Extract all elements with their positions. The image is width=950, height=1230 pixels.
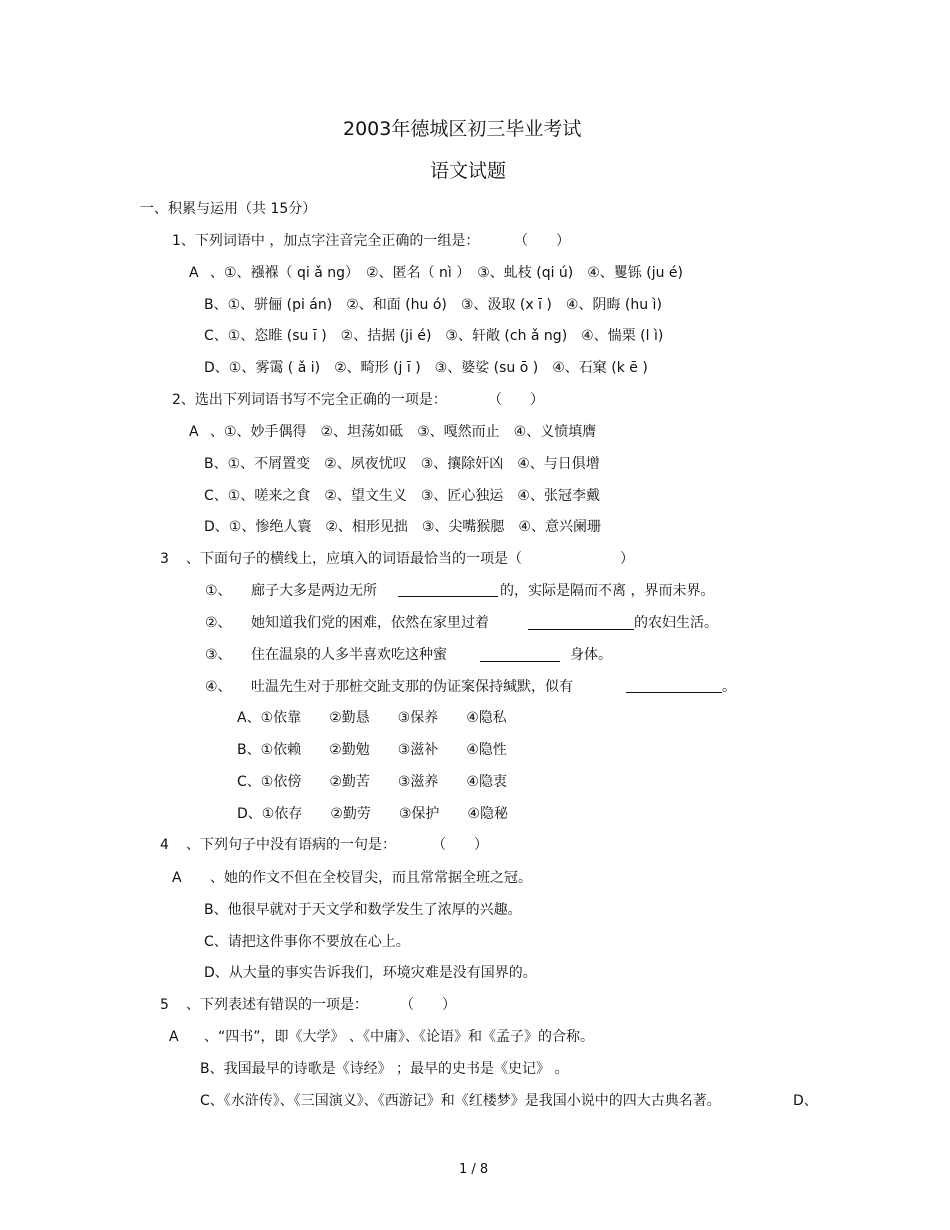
q4-option-c: C、请把这件事你不要放在心上。	[204, 934, 410, 950]
q3-option-d: D、①依存 ②勤劳 ③保护 ④隐秘	[237, 806, 508, 822]
q3-sentence-3-blank	[480, 661, 560, 662]
q3-sentence-2-number: ②、	[205, 615, 232, 631]
q3-sentence-4-part-b: 。	[722, 679, 736, 695]
question-3-stem: 、下面句子的横线上，应填入的词语最恰当的一项是（	[186, 551, 522, 567]
doc-title: 2003年德城区初三毕业考试	[343, 118, 582, 140]
q5-option-d: D、	[793, 1093, 818, 1109]
q3-sentence-2-blank	[528, 629, 634, 630]
question-5-answer-paren: （ ）	[400, 997, 456, 1013]
question-2-stem: 2、选出下列词语书写不完全正确的一项是：	[172, 392, 447, 408]
q5-option-c: C、《水浒传》、《三国演义》、《西游记》和《红楼梦》是我国小说中的四大古典名著。	[200, 1093, 721, 1109]
q5-option-a: 、“四书”，即《大学》 、《中庸》、《论语》和《孟子》的合称。	[204, 1029, 594, 1045]
question-4-stem: 、下列句子中没有语病的一句是：	[186, 837, 396, 853]
question-1-answer-paren: （ ）	[514, 233, 570, 249]
q1-option-c: C、①、恣睢 (su ī ) ②、拮据 (ji é) ③、轩敞 (ch ǎ ng) ④、惴栗 (l ì)	[204, 328, 664, 344]
q4-option-a-letter: A	[172, 870, 182, 886]
q3-sentence-2-part-a: 她知道我们党的困难，依然在家里过着	[251, 615, 489, 631]
doc-subtitle: 语文试题	[430, 160, 507, 182]
question-3-paren-close: ）	[620, 551, 634, 567]
q5-option-a-letter: A	[169, 1029, 179, 1045]
q4-option-b: B、他很早就对于天文学和数学发生了浓厚的兴趣。	[204, 902, 522, 918]
q3-sentence-4-number: ④、	[205, 679, 232, 695]
question-5-stem: 、下列表述有错误的一项是：	[186, 997, 368, 1013]
q3-option-b: B、①依赖 ②勤勉 ③滋补 ④隐性	[237, 742, 507, 758]
q2-option-a-letter: A	[189, 424, 199, 440]
q3-sentence-4-blank	[626, 692, 722, 693]
q2-option-c: C、①、嗟来之食 ②、望文生义 ③、匠心独运 ④、张冠李戴	[204, 488, 600, 504]
q3-option-a: A、①依靠 ②勤恳 ③保养 ④隐私	[237, 710, 507, 726]
q3-sentence-3-number: ③、	[205, 647, 232, 663]
page-number: 1 / 8	[459, 1162, 489, 1177]
question-5-number: 5	[160, 997, 169, 1013]
q1-option-b: B、①、骈俪 (pi án) ②、和面 (hu ó) ③、汲取 (x ī ) ④、阴晦 (hu ì)	[204, 297, 662, 313]
question-4-answer-paren: （ ）	[432, 837, 488, 853]
q1-option-d: D、①、雾霭 ( ǎ i) ②、畸形 (j ī ) ③、婆娑 (su ō ) ④、石窠 (k ē )	[204, 360, 648, 376]
q1-option-a: 、①、襁褓（ qi ǎ ng） ②、匿名（ nì ） ③、虬枝 (qi ú) ④、矍铄 (ju é)	[210, 265, 684, 281]
q3-sentence-1-part-a: 廊子大多是两边无所	[251, 583, 377, 599]
q3-sentence-1-part-b: 的，实际是隔而不离 ，界而未界。	[500, 583, 715, 599]
question-2-answer-paren: （ ）	[488, 392, 544, 408]
q1-option-a-letter: A	[189, 265, 199, 281]
q3-sentence-4-part-a: 吐温先生对于那桩交趾支那的伪证案保持缄默，似有	[251, 679, 573, 695]
q3-option-c: C、①依傍 ②勤苦 ③滋养 ④隐衷	[237, 774, 507, 790]
q3-sentence-3-part-a: 住在温泉的人多半喜欢吃这种蜜	[251, 647, 447, 663]
question-1-stem: 1、下列词语中 ，加点字注音完全正确的一组是：	[172, 233, 480, 249]
q3-sentence-2-part-b: 的农妇生活。	[634, 615, 718, 631]
question-4-number: 4	[160, 837, 169, 853]
q2-option-b: B、①、不屑置变 ②、夙夜忧叹 ③、攘除奸凶 ④、与日俱增	[204, 456, 600, 472]
q3-sentence-3-part-b: 身体。	[570, 647, 612, 663]
q5-option-b: B、我国最早的诗歌是《诗经》 ；最早的史书是《史记》 。	[200, 1061, 569, 1077]
q2-option-d: D、①、惨绝人寰 ②、相形见拙 ③、尖嘴猴腮 ④、意兴阑珊	[204, 519, 601, 535]
q2-option-a: 、①、妙手偶得 ②、坦荡如砥 ③、嘎然而止 ④、义愤填膺	[210, 424, 597, 440]
q4-option-a: 、她的作文不但在全校冒尖，而且常常据全班之冠。	[210, 870, 532, 886]
q4-option-d: D、从大量的事实告诉我们，环境灾难是没有国界的。	[204, 965, 537, 981]
section-heading: 一、积累与运用（共 15分）	[140, 201, 317, 217]
q3-sentence-1-blank	[398, 596, 498, 597]
q3-sentence-1-number: ①、	[205, 583, 232, 599]
question-3-number: 3	[160, 551, 169, 567]
